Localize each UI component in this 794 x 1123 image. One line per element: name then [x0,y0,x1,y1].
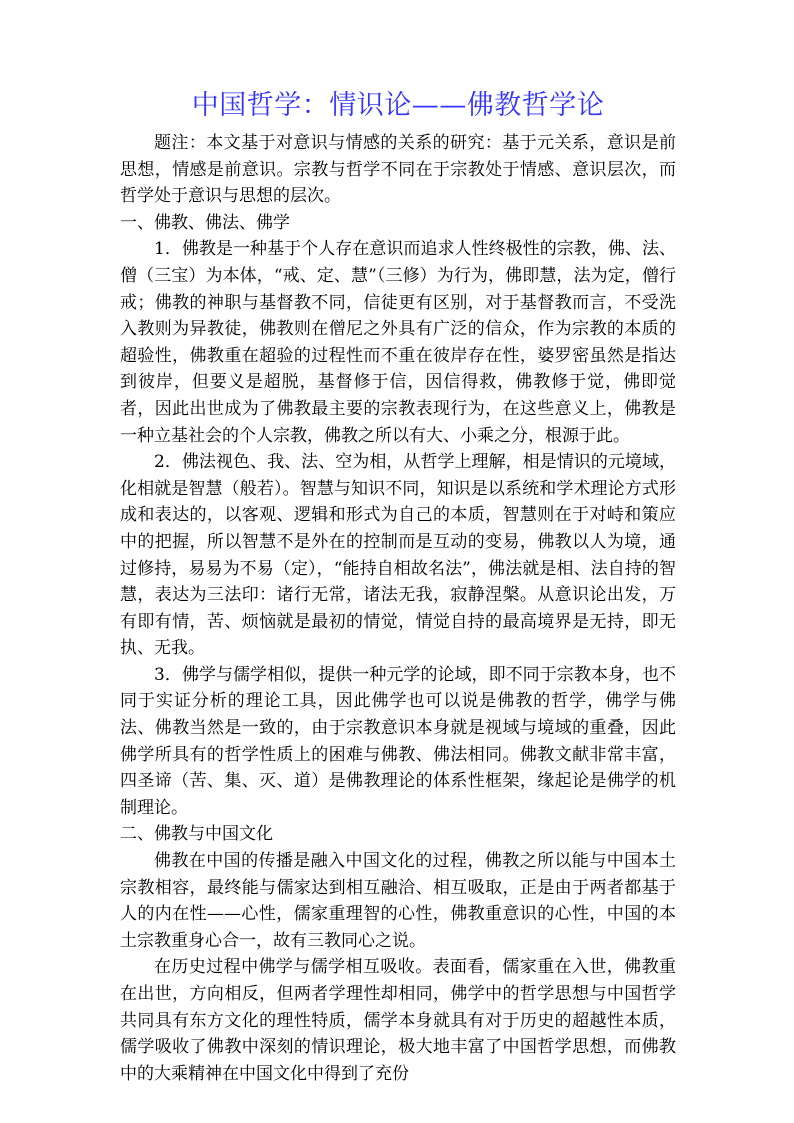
body-paragraph: 1．佛教是一种基于个人存在意识而追求人性终极性的宗教，佛、法、僧（三宝）为本体，“戒、定、慧”（三修）为行为，佛即慧，法为定，僧行戒；佛教的神职与基督教不同，信徒更有区别，对于基督教而言，不受洗入教则为异教徒，佛教则在僧尼之外具有广泛的信众，作为宗教的本质的超验性，佛教重在超验的过程性而不重在彼岸存在性，婆罗密虽然是指达到彼岸，但要义是超脱，基督修于信，因信得救，佛教修于觉，佛即觉者，因此出世成为了佛教最主要的宗教表现行为，在这些意义上，佛教是一种立基社会的个人宗教，佛教之所以有大、小乘之分，根源于此。 [120,239,676,446]
body-paragraph: 在历史过程中佛学与儒学相互吸收。表面看，儒家重在入世，佛教重在出世，方向相反，但两者学理性却相同，佛学中的哲学思想与中国哲学共同具有东方文化的理性特质，儒学本身就具有对于历史的超越性本质，儒学吸收了佛教中深刻的情识理论，极大地丰富了中国哲学思想，而佛教中的大乘精神在中国文化中得到了充份 [120,957,676,1084]
preface-paragraph: 题注：本文基于对意识与情感的关系的研究：基于元关系，意识是前思想，情感是前意识。宗教与哲学不同在于宗教处于情感、意识层次，而哲学处于意识与思想的层次。 [120,133,676,207]
body-paragraph: 2．佛法视色、我、法、空为相，从哲学上理解，相是情识的元境域，化相就是智慧（般若）。智慧与知识不同，知识是以系统和学术理论方式形成和表达的，以客观、逻辑和形式为自己的本质，智慧则在于对峙和策应中的把握，所以智慧不是外在的控制而是互动的变易，佛教以人为境，通过修持，易易为不易（定），“能持自相故名法”，佛法就是相、法自持的智慧，表达为三法印：诸行无常，诸法无我，寂静涅槃。从意识论出发，万有即有情，苦、烦恼就是最初的情觉，情觉自持的最高境界是无持，即无执、无我。 [120,452,676,659]
document-page [120,88,676,1087]
document-title: 中国哲学：情识论——佛教哲学论 [191,90,605,121]
section-heading-2: 二、佛教与中国文化 [120,824,273,845]
body-paragraph: 3．佛学与儒学相似，提供一种元学的论域，即不同于宗教本身，也不同于实证分析的理论工具，因此佛学也可以说是佛教的哲学，佛学与佛法、佛教当然是一致的，由于宗教意识本身就是视域与境域的重叠，因此佛学所具有的哲学性质上的困难与佛教、佛法相同。佛教文献非常丰富，四圣谛（苦、集、灭、道）是佛教理论的体系性框架，缘起论是佛学的机制理论。 [120,664,676,818]
body-paragraph: 佛教在中国的传播是融入中国文化的过程，佛教之所以能与中国本土宗教相容，最终能与儒家达到相互融洽、相互吸取，正是由于两者都基于人的内在性——心性，儒家重理智的心性，佛教重意识的心性，中国的本土宗教重身心合一，故有三教同心之说。 [120,851,676,951]
section-heading-1: 一、佛教、佛法、佛学 [120,212,290,233]
